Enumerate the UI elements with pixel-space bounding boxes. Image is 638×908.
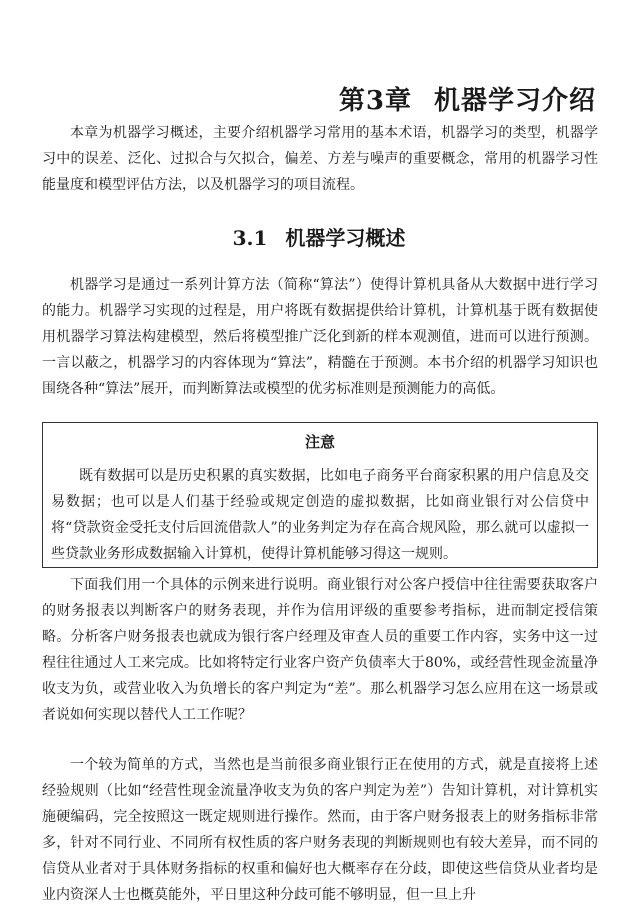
paragraph-1: 机器学习是通过一系列计算方法（简称“算法”）使得计算机具备从大数据中进行学习的能力。机器学习实现的过程是，用户将既有数据提供给计算机，计算机基于既有数据使用机器学习算法构建模型，然后将模型推广泛化到新的样本观测值，进而可以进行预测。一言以蔽之，机器学习的内容体现为“算法”，精髓在于预测。本书介绍的机器学习知识也围绕各种“算法”展开，而判断算法或模型的优劣标准则是预测能力的高低。	[42, 277, 598, 397]
chapter-title	[339, 80, 596, 117]
paragraph-3: 一个较为简单的方式，当然也是当前很多商业银行正在使用的方式，就是直接将上述经验规则（比如“经营性现金流量净收支为负的客户判定为差”）告知计算机，对计算机实施硬编码，完全按照这一既定规则进行操作。然而，由于客户财务报表上的财务指标非常多，针对不同行业、不同所有权性质的客户财务表现的判断规则也有较大差异，而不同的信贷从业者对于具体财务指标的权重和偏好也大概率存在分歧，即使这些信贷从业者均是业内资深人士也概莫能外，平日里这种分歧可能不够明显，但一旦上升	[42, 757, 598, 903]
chapter-intro: 本章为机器学习概述，主要介绍机器学习常用的基本术语，机器学习的类型，机器学习中的误差、泛化、过拟合与欠拟合，偏差、方差与噪声的重要概念，常用的机器学习性能量度和模型评估方法，以及机器学习的项目流程。	[42, 125, 598, 193]
paragraph-2: 下面我们用一个具体的示例来进行说明。商业银行对公客户授信中往往需要获取客户的财务报表以判断客户的财务表现，并作为信用评级的重要参考指标，进而制定授信策略。分析客户财务报表也就成为银行客户经理及审查人员的重要工作内容，实务中这一过程往往通过人工来完成。比如将特定行业客户资产负债率大于80%，或经营性现金流量净收支为负，或营业收入为负增长的客户判定为“差”。那么机器学习怎么应用在这一场景或者说如何实现以替代人工工作呢？	[42, 577, 598, 723]
chapter-number: 第3章	[338, 86, 412, 116]
note-title: 注意	[304, 433, 335, 451]
section-title	[0, 222, 638, 251]
section-number: 3.1	[232, 226, 268, 250]
note-box	[42, 422, 598, 568]
chapter-name: 机器学习介绍	[433, 86, 596, 116]
section-name: 机器学习概述	[285, 226, 406, 250]
note-text: 既有数据可以是历史积累的真实数据，比如电子商务平台商家积累的用户信息及交易数据；也可以是人们基于经验或规定创造的虚拟数据，比如商业银行对公信贷中将“贷款资金受托支付后回流借款人”的业务判定为存在高合规风险，那么就可以虚拟一些贷款业务形成数据输入计算机，使得计算机能够习得这一规则。	[51, 468, 589, 562]
